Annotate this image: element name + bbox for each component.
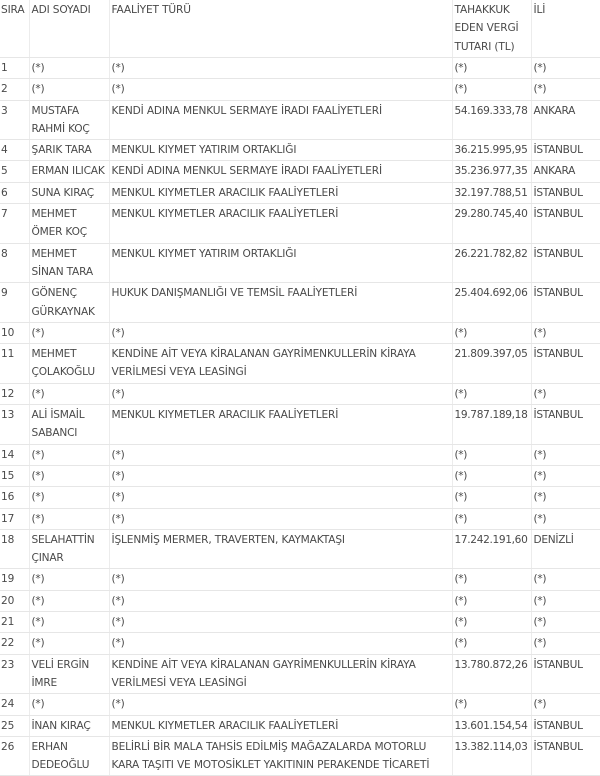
cell-sira: 1: [0, 58, 29, 79]
cell-sira: 25: [0, 715, 29, 736]
cell-sira: 7: [0, 204, 29, 244]
cell-name: (*): [29, 58, 109, 79]
cell-sira: 11: [0, 344, 29, 384]
table-row: [0, 243, 600, 283]
cell-activity: (*): [109, 612, 452, 633]
cell-sira: 21: [0, 612, 29, 633]
table-header-row: [0, 0, 600, 58]
header-amount: TAHAKKUK EDEN VERGİ TUTARI (TL): [452, 0, 531, 58]
cell-sira: 16: [0, 487, 29, 508]
cell-name: ERMAN ILICAK: [29, 161, 109, 182]
cell-sira: 24: [0, 694, 29, 715]
cell-name: (*): [29, 465, 109, 486]
cell-name: (*): [29, 633, 109, 654]
cell-city: İSTANBUL: [531, 344, 600, 384]
cell-amount: (*): [452, 590, 531, 611]
cell-activity: (*): [109, 383, 452, 404]
cell-city: İSTANBUL: [531, 736, 600, 776]
header-city: İLİ: [531, 0, 600, 58]
cell-name: (*): [29, 383, 109, 404]
cell-amount: (*): [452, 633, 531, 654]
table-row: [0, 405, 600, 445]
cell-city: ANKARA: [531, 100, 600, 140]
cell-name: MEHMET ÖMER KOÇ: [29, 204, 109, 244]
cell-city: (*): [531, 79, 600, 100]
cell-name: (*): [29, 694, 109, 715]
table-row: [0, 140, 600, 161]
cell-name: (*): [29, 569, 109, 590]
table-row: [0, 736, 600, 776]
cell-name: ALİ İSMAİL SABANCI: [29, 405, 109, 445]
table-row: [0, 283, 600, 323]
cell-sira: 26: [0, 736, 29, 776]
cell-amount: (*): [452, 465, 531, 486]
table-row: [0, 383, 600, 404]
cell-amount: 13.382.114,03: [452, 736, 531, 776]
table-row: [0, 322, 600, 343]
cell-activity: MENKUL KIYMETLER ARACILIK FAALİYETLERİ: [109, 182, 452, 203]
cell-activity: MENKUL KIYMET YATIRIM ORTAKLIĞI: [109, 243, 452, 283]
cell-sira: 10: [0, 322, 29, 343]
cell-amount: (*): [452, 569, 531, 590]
cell-sira: 12: [0, 383, 29, 404]
cell-name: MUSTAFA RAHMİ KOÇ: [29, 100, 109, 140]
cell-city: İSTANBUL: [531, 204, 600, 244]
cell-city: (*): [531, 612, 600, 633]
cell-sira: 4: [0, 140, 29, 161]
cell-amount: (*): [452, 508, 531, 529]
cell-city: İSTANBUL: [531, 140, 600, 161]
cell-sira: 17: [0, 508, 29, 529]
cell-amount: 13.601.154,54: [452, 715, 531, 736]
cell-amount: 13.780.872,26: [452, 654, 531, 694]
cell-name: (*): [29, 508, 109, 529]
cell-city: (*): [531, 633, 600, 654]
table-row: [0, 182, 600, 203]
cell-activity: (*): [109, 465, 452, 486]
table-row: [0, 612, 600, 633]
cell-city: İSTANBUL: [531, 243, 600, 283]
cell-amount: 26.221.782,82: [452, 243, 531, 283]
cell-amount: 54.169.333,78: [452, 100, 531, 140]
cell-city: (*): [531, 590, 600, 611]
cell-sira: 15: [0, 465, 29, 486]
cell-city: (*): [531, 383, 600, 404]
table-row: [0, 58, 600, 79]
table-row: [0, 465, 600, 486]
cell-amount: (*): [452, 79, 531, 100]
cell-activity: (*): [109, 633, 452, 654]
cell-amount: (*): [452, 58, 531, 79]
cell-sira: 13: [0, 405, 29, 445]
cell-city: (*): [531, 322, 600, 343]
cell-name: SUNA KIRAÇ: [29, 182, 109, 203]
cell-amount: 29.280.745,40: [452, 204, 531, 244]
cell-name: VELİ ERGİN İMRE: [29, 654, 109, 694]
cell-activity: KENDİ ADINA MENKUL SERMAYE İRADI FAALİYETLERİ: [109, 161, 452, 182]
cell-name: (*): [29, 322, 109, 343]
cell-sira: 9: [0, 283, 29, 323]
cell-city: (*): [531, 58, 600, 79]
cell-city: (*): [531, 487, 600, 508]
cell-sira: 23: [0, 654, 29, 694]
table-row: [0, 715, 600, 736]
cell-sira: 2: [0, 79, 29, 100]
cell-city: (*): [531, 694, 600, 715]
cell-city: İSTANBUL: [531, 405, 600, 445]
table-row: [0, 344, 600, 384]
cell-city: (*): [531, 465, 600, 486]
cell-city: DENİZLİ: [531, 529, 600, 569]
cell-sira: 6: [0, 182, 29, 203]
cell-sira: 20: [0, 590, 29, 611]
cell-name: (*): [29, 79, 109, 100]
cell-name: GÖNENÇ GÜRKAYNAK: [29, 283, 109, 323]
cell-activity: HUKUK DANIŞMANLIĞI VE TEMSİL FAALİYETLERİ: [109, 283, 452, 323]
cell-amount: 35.236.977,35: [452, 161, 531, 182]
cell-activity: KENDİ ADINA MENKUL SERMAYE İRADI FAALİYETLERİ: [109, 100, 452, 140]
cell-sira: 18: [0, 529, 29, 569]
cell-amount: 21.809.397,05: [452, 344, 531, 384]
table-row: [0, 487, 600, 508]
table-row: [0, 569, 600, 590]
cell-activity: (*): [109, 508, 452, 529]
table-row: [0, 508, 600, 529]
cell-name: İNAN KIRAÇ: [29, 715, 109, 736]
cell-name: (*): [29, 487, 109, 508]
cell-sira: 3: [0, 100, 29, 140]
cell-city: İSTANBUL: [531, 654, 600, 694]
cell-sira: 8: [0, 243, 29, 283]
table-row: [0, 633, 600, 654]
cell-activity: (*): [109, 487, 452, 508]
cell-name: MEHMET ÇOLAKOĞLU: [29, 344, 109, 384]
header-sira: SIRA: [0, 0, 29, 58]
cell-amount: (*): [452, 444, 531, 465]
cell-amount: 32.197.788,51: [452, 182, 531, 203]
table-row: [0, 529, 600, 569]
cell-city: ANKARA: [531, 161, 600, 182]
cell-activity: KENDİNE AİT VEYA KİRALANAN GAYRİMENKULLERİN KİRAYA VERİLMESİ VEYA LEASİNGİ: [109, 344, 452, 384]
cell-amount: 25.404.692,06: [452, 283, 531, 323]
cell-city: (*): [531, 508, 600, 529]
cell-activity: BELİRLİ BİR MALA TAHSİS EDİLMİŞ MAĞAZALARDA MOTORLU KARA TAŞITI VE MOTOSİKLET YAKITININ PERAKENDE TİCARETİ: [109, 736, 452, 776]
cell-name: (*): [29, 444, 109, 465]
cell-sira: 22: [0, 633, 29, 654]
cell-amount: 36.215.995,95: [452, 140, 531, 161]
cell-amount: (*): [452, 694, 531, 715]
cell-activity: MENKUL KIYMETLER ARACILIK FAALİYETLERİ: [109, 715, 452, 736]
header-activity: FAALİYET TÜRÜ: [109, 0, 452, 58]
table-row: [0, 590, 600, 611]
cell-name: SELAHATTİN ÇINAR: [29, 529, 109, 569]
cell-amount: 17.242.191,60: [452, 529, 531, 569]
cell-activity: (*): [109, 569, 452, 590]
table-row: [0, 694, 600, 715]
cell-amount: (*): [452, 383, 531, 404]
cell-city: İSTANBUL: [531, 283, 600, 323]
cell-activity: (*): [109, 590, 452, 611]
cell-sira: 19: [0, 569, 29, 590]
cell-amount: (*): [452, 487, 531, 508]
cell-activity: MENKUL KIYMETLER ARACILIK FAALİYETLERİ: [109, 405, 452, 445]
table-body: [0, 58, 600, 776]
table-row: [0, 79, 600, 100]
header-name: ADI SOYADI: [29, 0, 109, 58]
cell-name: (*): [29, 612, 109, 633]
cell-amount: (*): [452, 612, 531, 633]
cell-activity: KENDİNE AİT VEYA KİRALANAN GAYRİMENKULLERİN KİRAYA VERİLMESİ VEYA LEASİNGİ: [109, 654, 452, 694]
table-row: [0, 444, 600, 465]
cell-activity: (*): [109, 58, 452, 79]
cell-activity: (*): [109, 444, 452, 465]
cell-name: ERHAN DEDEOĞLU: [29, 736, 109, 776]
cell-sira: 14: [0, 444, 29, 465]
cell-amount: (*): [452, 322, 531, 343]
cell-city: İSTANBUL: [531, 182, 600, 203]
cell-name: ŞARIK TARA: [29, 140, 109, 161]
cell-activity: (*): [109, 79, 452, 100]
cell-activity: İŞLENMİŞ MERMER, TRAVERTEN, KAYMAKTAŞI: [109, 529, 452, 569]
cell-name: MEHMET SİNAN TARA: [29, 243, 109, 283]
cell-amount: 19.787.189,18: [452, 405, 531, 445]
cell-activity: MENKUL KIYMETLER ARACILIK FAALİYETLERİ: [109, 204, 452, 244]
table-row: [0, 654, 600, 694]
table-row: [0, 100, 600, 140]
cell-sira: 5: [0, 161, 29, 182]
table-row: [0, 204, 600, 244]
cell-name: (*): [29, 590, 109, 611]
cell-activity: MENKUL KIYMET YATIRIM ORTAKLIĞI: [109, 140, 452, 161]
cell-city: (*): [531, 569, 600, 590]
cell-activity: (*): [109, 322, 452, 343]
cell-city: (*): [531, 444, 600, 465]
table-row: [0, 161, 600, 182]
cell-city: İSTANBUL: [531, 715, 600, 736]
cell-activity: (*): [109, 694, 452, 715]
